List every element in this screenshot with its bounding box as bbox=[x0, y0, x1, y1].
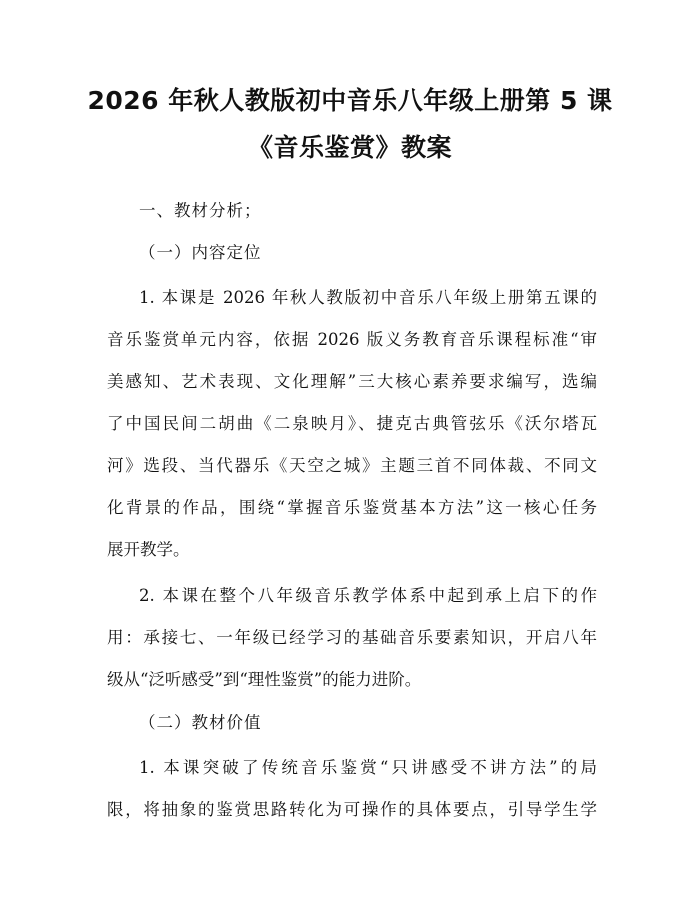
paragraph-line: 河》选段、当代器乐《天空之城》主题三首不同体裁、不同文 bbox=[107, 456, 597, 475]
paragraph-line: 1. 本课突破了传统音乐鉴赏“只讲感受不讲方法”的局 bbox=[139, 758, 597, 777]
subsection-heading: （二）教材价值 bbox=[139, 713, 262, 732]
subsection-heading: （一）内容定位 bbox=[139, 243, 262, 262]
paragraph-line: 级从“泛听感受”到“理性鉴赏”的能力进阶。 bbox=[107, 670, 422, 689]
paragraph-line: 了中国民间二胡曲《二泉映月》、捷克古典管弦乐《沃尔塔瓦 bbox=[107, 414, 597, 433]
paragraph-line: 美感知、艺术表现、文化理解”三大核心素养要求编写，选编 bbox=[107, 372, 597, 391]
paragraph-line: 限，将抽象的鉴赏思路转化为可操作的具体要点，引导学生学 bbox=[107, 800, 597, 819]
document-title-line-2: 《音乐鉴赏》教案 bbox=[247, 133, 452, 162]
paragraph-line: 2. 本课在整个八年级音乐教学体系中起到承上启下的作 bbox=[139, 586, 597, 605]
section-heading: 一、教材分析； bbox=[139, 201, 262, 220]
paragraph-line: 展开教学。 bbox=[107, 540, 190, 559]
paragraph-line: 化背景的作品，围绕“掌握音乐鉴赏基本方法”这一核心任务 bbox=[107, 498, 597, 517]
paragraph-line: 用：承接七、一年级已经学习的基础音乐要素知识，开启八年 bbox=[107, 628, 597, 647]
document-title-line-1: 2026 年秋人教版初中音乐八年级上册第 5 课 bbox=[87, 86, 613, 115]
paragraph-line: 1. 本课是 2026 年秋人教版初中音乐八年级上册第五课的 bbox=[139, 288, 597, 307]
paragraph-line: 音乐鉴赏单元内容，依据 2026 版义务教育音乐课程标准“审 bbox=[107, 330, 597, 349]
